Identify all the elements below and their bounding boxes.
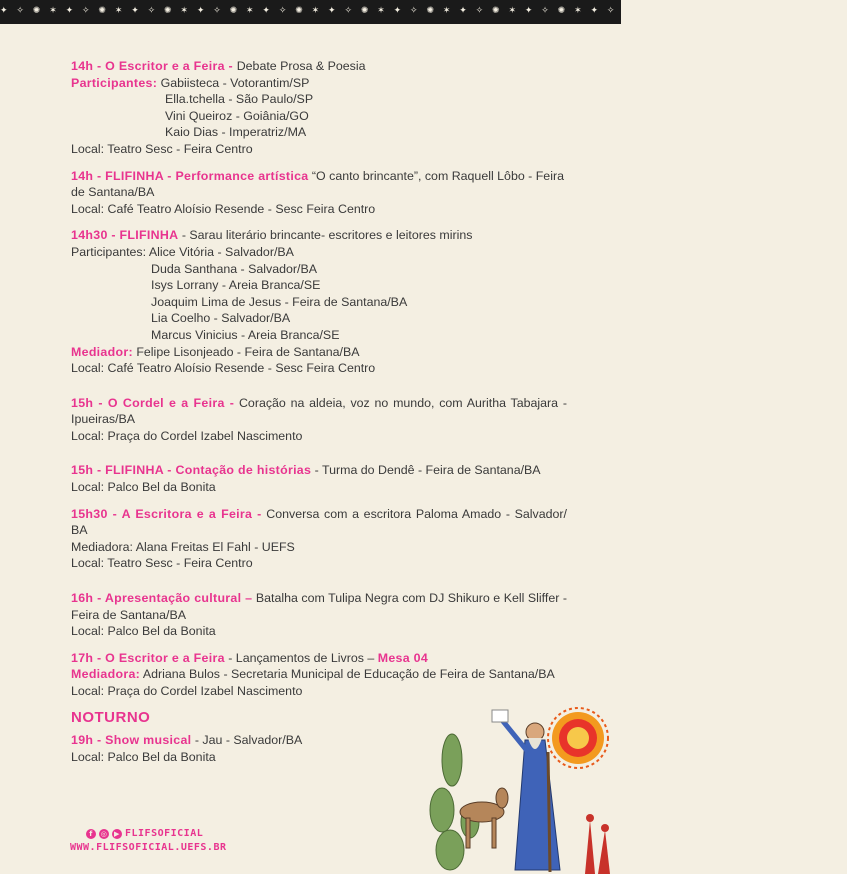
mediator-label: Mediadora: bbox=[71, 667, 141, 682]
participant: Duda Santhana - Salvador/BA bbox=[151, 261, 318, 276]
participant: Gabiisteca - Votorantim/SP bbox=[160, 75, 310, 90]
event-desc: Batalha com Tulipa Negra com DJ Shikuro e Kell Sliffer - Feira de Santana/BA bbox=[71, 591, 567, 622]
event-14h-flifinha-performance bbox=[71, 168, 567, 218]
event-local: Local: Palco Bel da Bonita bbox=[71, 624, 216, 639]
event-desc: Debate Prosa & Poesia bbox=[236, 59, 366, 73]
event-table: Mesa 04 bbox=[377, 650, 429, 665]
mediator-label: Mediador: bbox=[71, 344, 133, 359]
participants-label: Participantes: bbox=[71, 75, 158, 90]
event-local: Local: Café Teatro Aloísio Resende - Sesc Feira Centro bbox=[71, 361, 376, 376]
event-desc: - Jau - Salvador/BA bbox=[191, 733, 303, 748]
event-15h-flifinha-contacao bbox=[71, 462, 567, 495]
participant: Isys Lorrany - Areia Branca/SE bbox=[151, 278, 321, 293]
event-desc: Coração na aldeia, voz no mundo, com Auritha Tabajara - Ipueiras/BA bbox=[71, 395, 567, 427]
event-15h-cordel bbox=[71, 395, 567, 445]
decorative-pattern: ✦ ✧ ✺ ✶ ✦ ✧ ✺ ✶ ✦ ✧ ✺ ✶ ✦ ✧ ✺ ✶ ✦ ✧ ✺ ✶ ✦ ✧ ✺ ✶ ✦ ✧ ✺ ✶ ✦ ✧ ✺ ✶ ✦ ✧ ✺ ✶ ✦ ✧ ✺ ✶ ✦ ✧ ✺ ✶ ✦ ✧ ✺ ✶ ✦ ✧ ✺ ✶ bbox=[0, 6, 847, 16]
event-desc: - Lançamentos de Livros – bbox=[224, 650, 378, 665]
event-mediator: Mediadora: Alana Freitas El Fahl - UEFS bbox=[71, 539, 295, 554]
donkey-icon bbox=[460, 788, 508, 848]
event-title: 14h - O Escritor e a Feira bbox=[71, 59, 225, 73]
plant-icon bbox=[585, 814, 610, 874]
mediator: Adriana Bulos - Secretaria Municipal de Educação de Feira de Santana/BA bbox=[140, 667, 555, 682]
event-local: Local: Palco Bel da Bonita bbox=[71, 749, 216, 764]
event-desc: Conversa com a escritora Paloma Amado - Salvador/ BA bbox=[71, 506, 567, 538]
facebook-icon[interactable]: f bbox=[86, 829, 96, 839]
event-17h-escritor bbox=[71, 650, 567, 700]
event-local: Local: Teatro Sesc - Feira Centro bbox=[71, 141, 253, 156]
participant: Lia Coelho - Salvador/BA bbox=[151, 311, 291, 326]
event-title: 14h30 - FLIFINHA bbox=[71, 228, 179, 243]
event-desc: - Sarau literário brincante- escritores e leitores mirins bbox=[178, 228, 473, 243]
event-title: 17h - O Escritor e a Feira bbox=[71, 650, 225, 665]
sun-icon bbox=[548, 708, 608, 768]
event-local: Local: Praça do Cordel Izabel Nascimento bbox=[71, 684, 303, 698]
event-local: Local: Palco Bel da Bonita bbox=[71, 480, 216, 495]
website-url[interactable]: WWW.FLIFSOFICIAL.UEFS.BR bbox=[70, 842, 227, 853]
participant: Marcus Vinicius - Areia Branca/SE bbox=[151, 327, 340, 342]
participant: Alice Vitória - Salvador/BA bbox=[148, 244, 294, 259]
mediator: Felipe Lisonjeado - Feira de Santana/BA bbox=[132, 344, 360, 359]
schedule-content bbox=[71, 58, 567, 775]
youtube-icon[interactable]: ▶ bbox=[112, 829, 122, 839]
event-title: 15h - O Cordel e a Feira - bbox=[71, 395, 235, 410]
participant: Ella.tchella - São Paulo/SP bbox=[165, 92, 314, 107]
illustration-cactus-figure bbox=[420, 700, 621, 874]
event-title: 14h - FLIFINHA - Performance artística bbox=[71, 168, 309, 183]
event-local: Local: Teatro Sesc - Feira Centro bbox=[71, 556, 253, 571]
cactus-icon bbox=[430, 734, 479, 870]
event-title: 15h - FLIFINHA - Contação de histórias bbox=[71, 463, 312, 478]
event-14h30-flifinha-sarau bbox=[71, 227, 567, 376]
participant: Kaio Dias - Imperatriz/MA bbox=[165, 125, 307, 140]
event-15h30-escritora bbox=[71, 506, 567, 572]
section-title-noturno: NOTURNO bbox=[71, 708, 151, 726]
event-desc: “O canto brincante”, com Raquell Lôbo - Feira de Santana/BA bbox=[71, 168, 564, 200]
event-desc: - Turma do Dendê - Feira de Santana/BA bbox=[311, 463, 541, 478]
instagram-icon[interactable]: ◎ bbox=[100, 829, 108, 838]
event-title: 19h - Show musical bbox=[71, 733, 192, 748]
participant: Joaquim Lima de Jesus - Feira de Santana/BA bbox=[151, 294, 408, 309]
event-local: Local: Café Teatro Aloísio Resende - Sesc Feira Centro bbox=[71, 201, 376, 216]
event-14h-escritor: 14h - O Escritor e a Feira - Debate Prosa & Poesia Participantes: Gabiisteca - Votorantim/SP Ella.tchella - São Paulo/SP Vini Queiroz - Goiânia/GO Kaio Dias - Imperatriz/MA Local: Teatro Sesc - Feira Centro bbox=[71, 58, 567, 158]
top-border-band bbox=[0, 0, 847, 24]
participant: Vini Queiroz - Goiânia/GO bbox=[165, 108, 309, 123]
event-title: 15h30 - A Escritora e a Feira - bbox=[71, 506, 262, 521]
social-handle[interactable]: FLIFSOFICIAL bbox=[125, 828, 204, 839]
event-local: Local: Praça do Cordel Izabel Nascimento bbox=[71, 428, 303, 443]
participants-label: Participantes: bbox=[71, 244, 147, 259]
event-16h-apresentacao bbox=[71, 590, 567, 640]
event-title: 16h - Apresentação cultural – bbox=[71, 591, 253, 606]
footer bbox=[70, 828, 310, 853]
